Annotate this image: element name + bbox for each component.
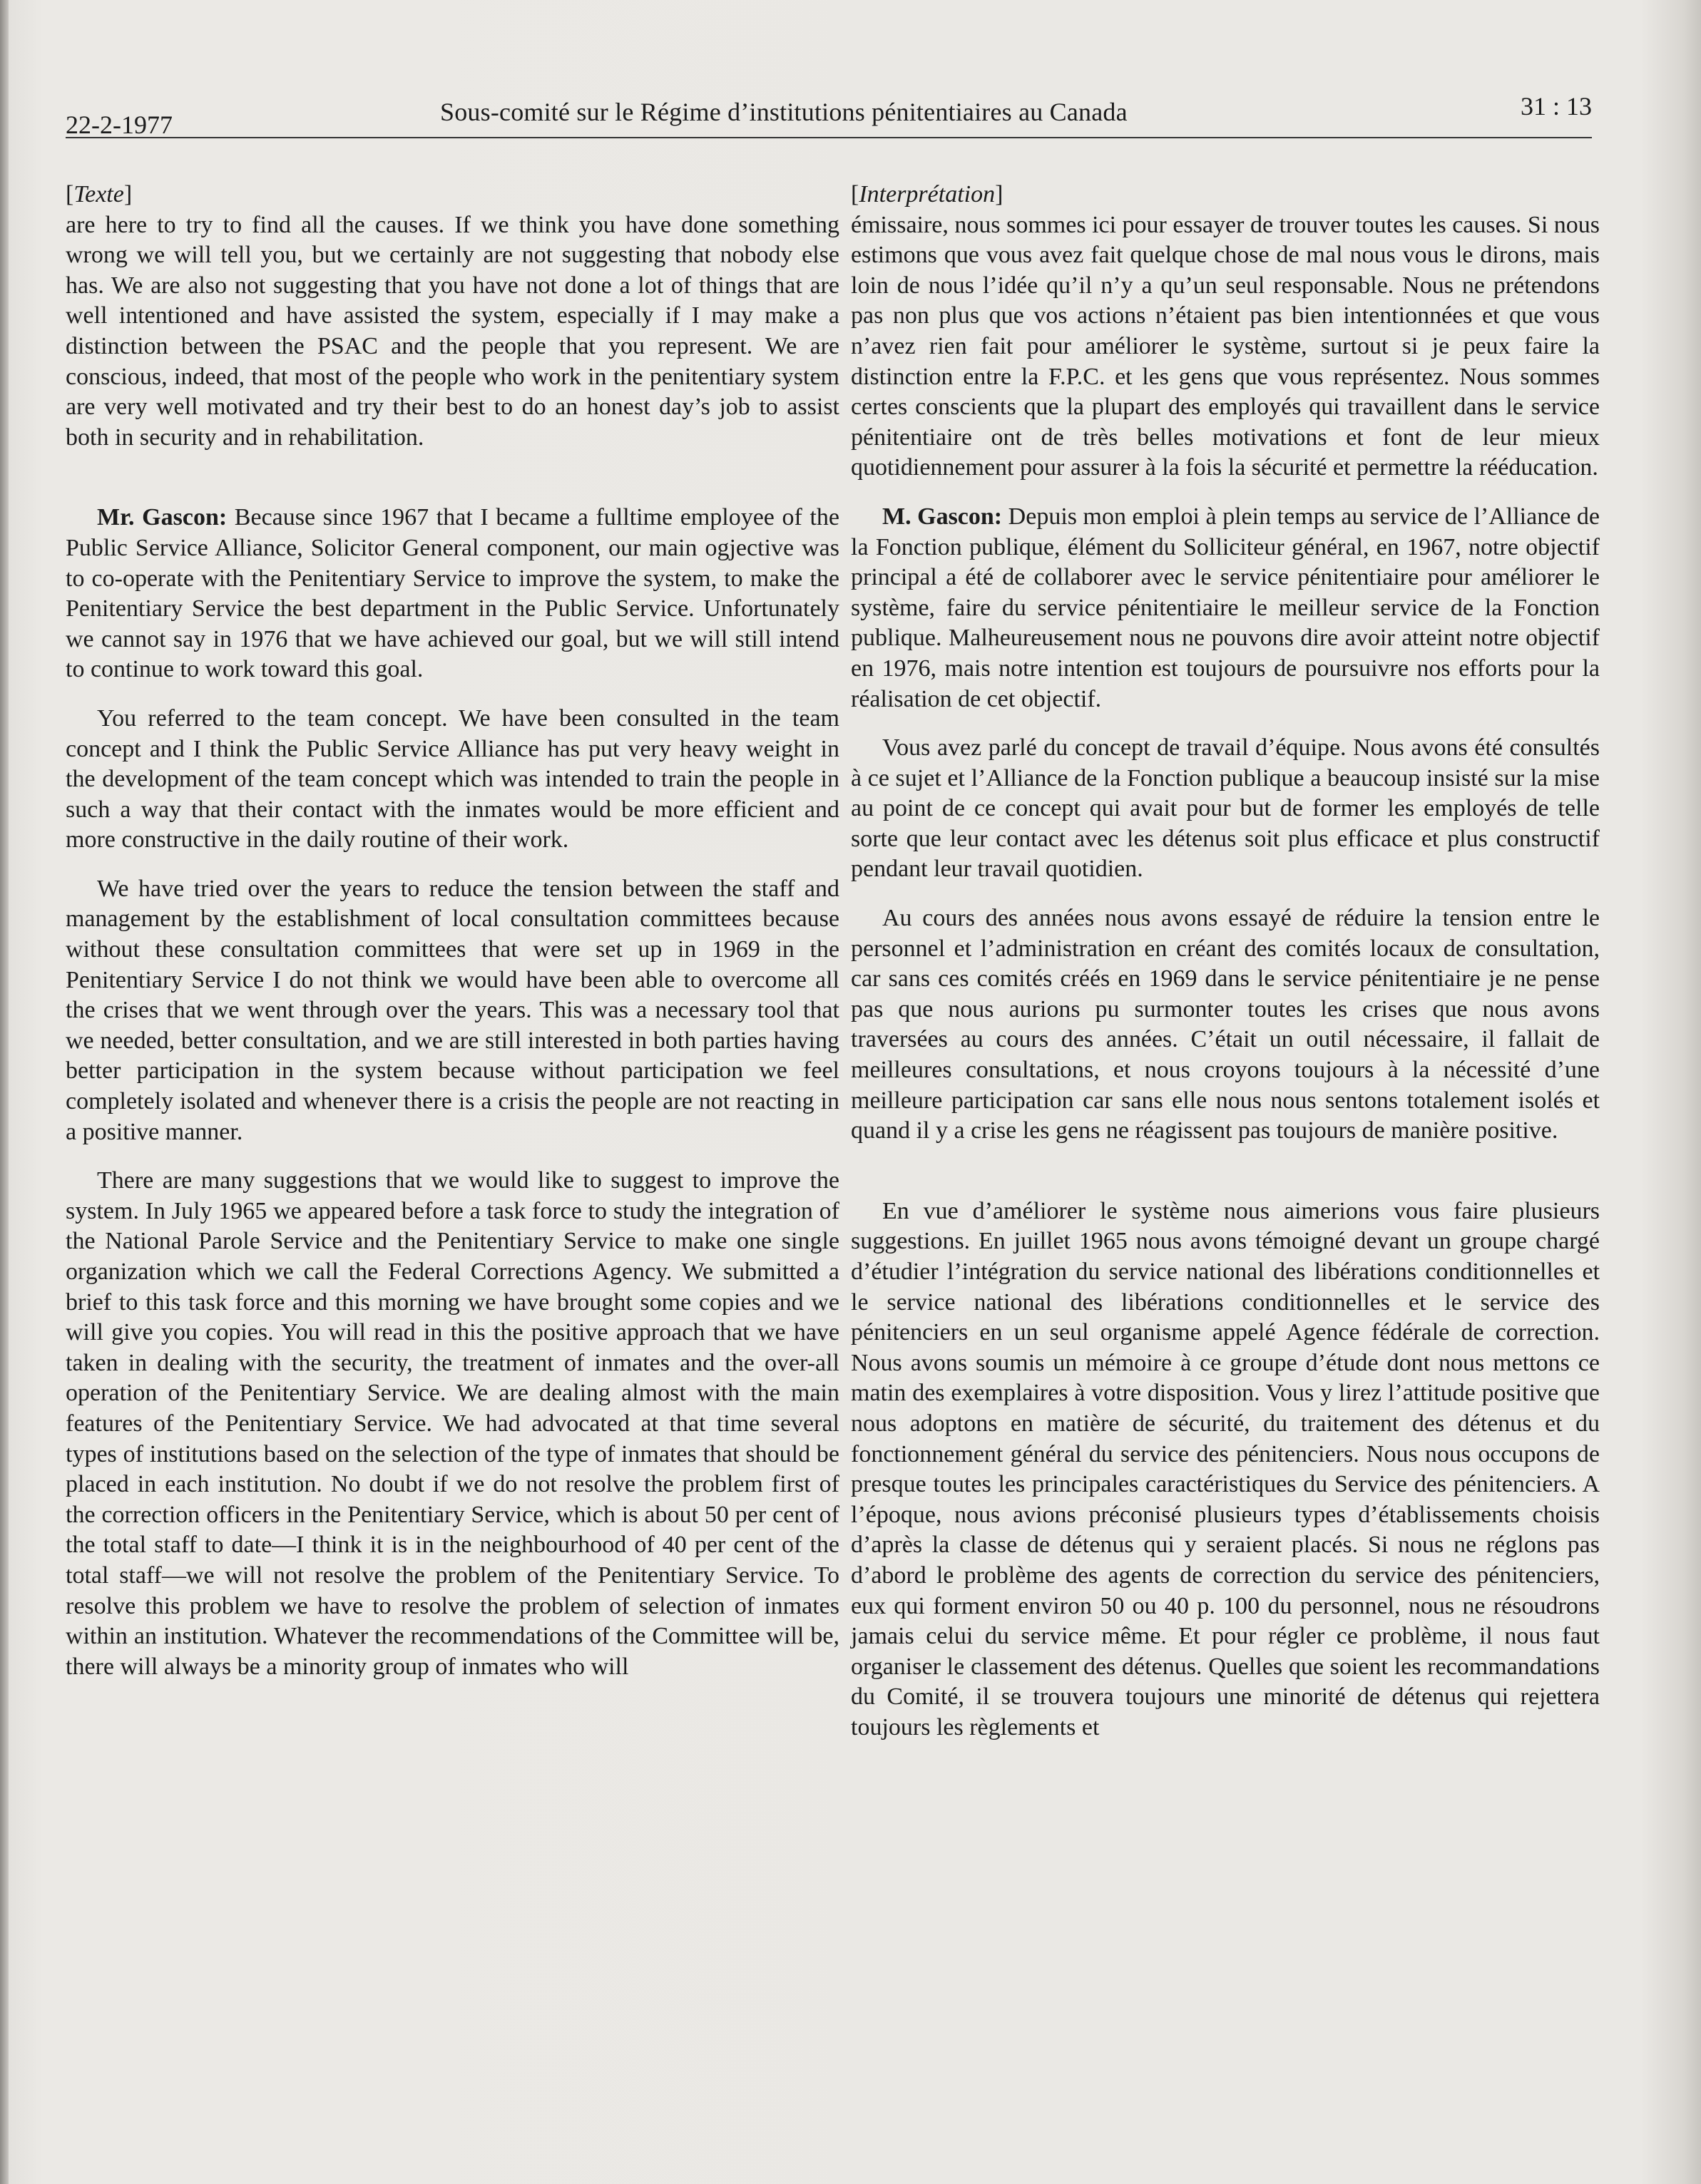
paragraph: Au cours des années nous avons essayé de réduire la tension entre le personnel et l’administration en créant des comités locaux de consultation, car sans ces comités créés en 1969 dans le service pénitentiaire je ne pense pas que nous aurions pu surmonter toutes les crises que nous avons traversées au cours des années. C’était un outil nécessaire, il fallait de meilleures consultations, et nous croyons toujours à la nécessité d’une meilleure participation car sans elle nous nous sentons totalement isolés et quand il y a crise les gens ne réagissent pas toujours de manière positive. — [851, 905, 1600, 1144]
paragraph: There are many suggestions that we would like to suggest to improve the system. In July 1965 we appeared before a task force to study the integration of the National Parole Service and the Penitentiary Service to make one single organization which we call the Federal Corrections Agency. We submitted a brief to this task force and this morning we have brought some copies and we will give you copies. You will read in this the positive approach that we have taken in dealing with the security, the treatment of inmates and the over-all operation of the Penitentiary Service. We are dealing almost with the main features of the Penitentiary Service. We had advocated at that time several types of institutions based on the selection of the type of inmates that should be placed in each institution. No doubt if we do not resolve the problem first of the correction officers in the Penitentiary Service, which is about 50 per cent of the total staff to date—I think it is in the neighbourhood of 40 per cent of the total staff—we will not resolve the problem of the Penitentiary Service. To resolve this problem we have to resolve the problem of selection of inmates within an institution. Whatever the recommendations of the Committee will be, there will always be a minority group of inmates who will — [66, 1167, 839, 1680]
paragraph: are here to try to find all the causes. If we think you have done something wrong we will tell you, but we certainly are not suggesting that nobody else has. We are also not suggesting that you have not done a lot of things that are well intentioned and have assisted the system, especially if I may make a distinction between the PSAC and the people that you represent. We are conscious, indeed, that most of the people who work in the penitentiary system are very well motivated and try their best to do an honest day’s job to assist both in security and in rehabilitation. — [66, 211, 839, 451]
paragraph: We have tried over the years to reduce the tension between the staff and management by the establishment of local consultation committees because without these consultation committees that were set up in 1969 in the Penitentiary Service I do not think we would have been able to overcome all the crises that we went through over the years. This was a necessary tool that we needed, better consultation, and we are still interested in both parties having better participation in the system because without participation we feel completely isolated and whenever there is a crisis the people are not reacting in a positive manner. — [66, 875, 839, 1145]
binding-edge — [0, 0, 9, 2184]
header-title: Sous-comité sur le Régime d’institutions pénitentiaires au Canada — [440, 98, 1128, 126]
label-close-bracket: ] — [123, 181, 133, 207]
paragraph: émissaire, nous sommes ici pour essayer de trouver toutes les causes. Si nous estimons que vous avez fait quelque chose de mal nous vous le dirons, mais loin de nous l’idée qu’il n’y a qu’un seul responsable. Nous ne prétendons pas non plus que vos actions n’étaient pas bien intentionnées et que vous n’avez rien fait pour améliorer le système, surtout si je peux faire la distinction entre la F.P.C. et les gens que vous représentez. Nous sommes certes conscients que la plupart des employés qui travaillent dans le service pénitentiaire ont de très belles motivations et font de leur mieux quotidiennement pour assurer à la fois la sécurité et permettre la rééducation. — [851, 211, 1600, 481]
paragraph-text: Depuis mon emploi à plein temps au service de l’Alliance de la Fonction publique, élément du Solliciteur général, en 1967, notre objectif principal a été de collaborer avec le service pénitentiaire pour améliorer le système, faire du service pénitentiaire le meilleur service de la Fonction publique. Malheureusement nous ne pouvons dire avoir atteint notre objectif en 1976, mais notre intention est toujours de poursuivre nos efforts pour la réalisation de cet objectif. — [851, 503, 1600, 712]
paragraph: En vue d’améliorer le système nous aimerions vous faire plusieurs suggestions. En juillet 1965 nous avons témoigné devant un groupe chargé d’étudier l’intégration du service national des libérations conditionnelles et le service national des libérations conditionnelles et le service des pénitenciers en un seul organisme appelé Agence fédérale de correction. Nous avons soumis un mémoire à ce groupe d’étude dont nous mettons ce matin des exemplaires à votre disposition. Vous y lirez l’attitude positive que nous adoptons en matière de sécurité, du traitement des détenus et du fonctionnement général du service des pénitenciers. Nous nous occupons de presque toutes les principales caractéristiques du Service des pénitenciers. A l’époque, nous avions préconisé plusieurs types d’établissements choisis d’après la classe de détenus qui y seraient placés. Si nous ne réglons pas d’abord le problème des agents de correction du service des pénitenciers, eux qui forment environ 50 ou 40 p. 100 du personnel, nous ne résoudrons jamais celui du service même. Et pour régler ce problème, il nous faut organiser le classement des détenus. Quelles que soient les recommandations du Comité, il se trouvera toujours une minorité de détenus qui rejettera toujours les règlements et — [851, 1197, 1600, 1740]
section-label — [66, 180, 839, 210]
label-open-bracket: [ — [66, 181, 74, 207]
paragraph-text: Because since 1967 that I became a fulltime employee of the Public Service Alliance, Solicitor General component, our main ogjective was to co-operate with the Penitentiary Service to improve the system, to make the Penitentiary Service the best department in the Public Service. Unfortunately we cannot say in 1976 that we have achieved our goal, but we will still intend to continue to work toward this goal. — [66, 504, 839, 683]
header-date: 22-2-1977 — [66, 111, 173, 139]
paragraph: Vous avez parlé du concept de travail d’équipe. Nous avons été consultés à ce sujet et l’Alliance de la Fonction publique a beaucoup insisté sur la mise au point de ce concept qui avait pour but de former les employés de telle sorte que leur contact avec les détenus soit plus efficace et plus constructif pendant leur travail quotidien. — [851, 734, 1600, 883]
running-header — [66, 94, 1592, 138]
paragraph — [851, 502, 1600, 714]
speaker-name: Mr. Gascon: — [97, 504, 228, 531]
speaker-name: M. Gascon: — [882, 503, 1003, 530]
label-text: Texte — [73, 181, 124, 207]
english-column — [66, 180, 839, 1701]
french-column — [851, 180, 1600, 1762]
label-open-bracket: [ — [851, 181, 859, 207]
section-label — [851, 180, 1600, 210]
paragraph: You referred to the team concept. We have been consulted in the team concept and I think the Public Service Alliance has put very heavy weight in the development of the team concept which was intended to train the people in such a way that their contact with the inmates would be more efficient and more constructive in the daily routine of their work. — [66, 704, 839, 853]
label-close-bracket: ] — [995, 181, 1003, 207]
paragraph — [66, 503, 839, 685]
page-number: 31 : 13 — [1520, 92, 1592, 121]
label-text: Interprétation — [859, 181, 996, 207]
